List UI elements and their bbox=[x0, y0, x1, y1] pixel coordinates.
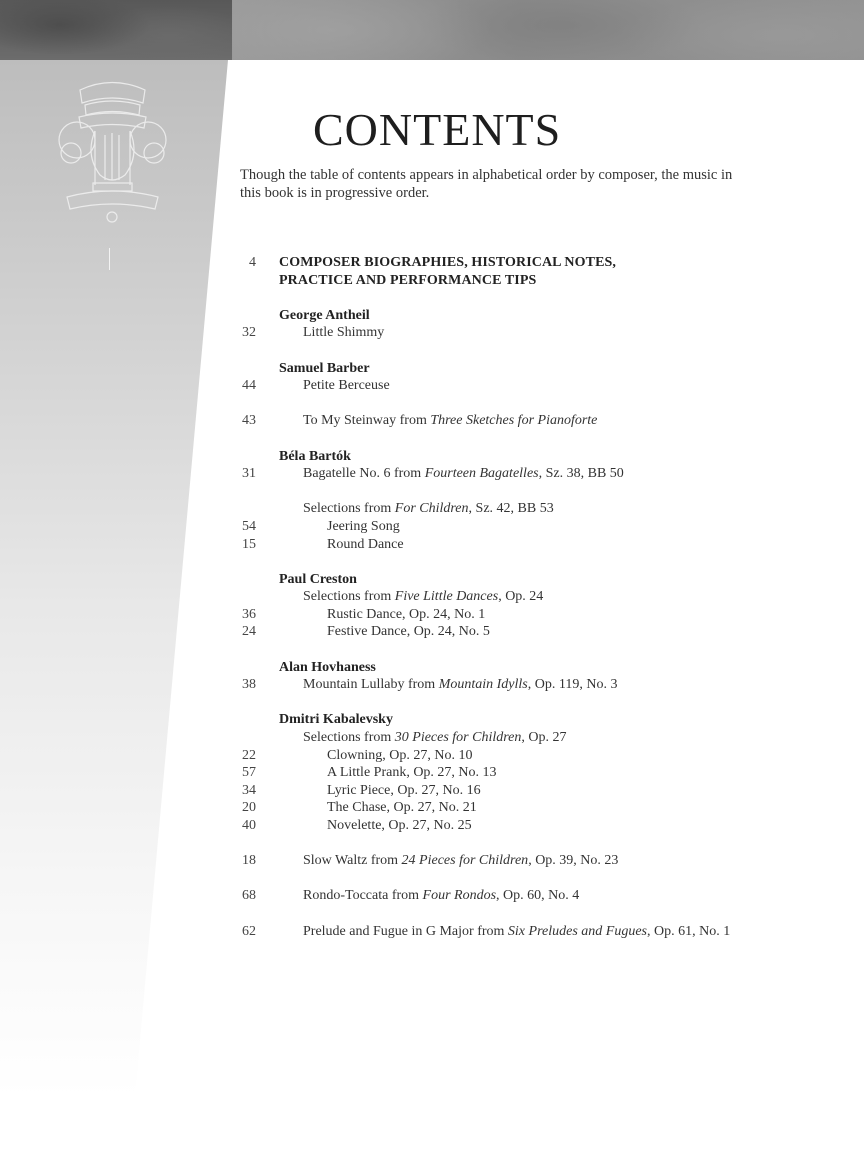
piece-title: The Chase, Op. 27, No. 21 bbox=[327, 800, 477, 816]
piece-title: Festive Dance, Op. 24, No. 5 bbox=[327, 624, 490, 640]
g-schirmer-lyre-crest-icon bbox=[55, 75, 170, 225]
toc-entry[interactable] bbox=[236, 536, 836, 554]
piece-title: Little Shimmy bbox=[303, 325, 385, 341]
page-number: 43 bbox=[242, 413, 256, 429]
section-title: PRACTICE AND PERFORMANCE TIPS bbox=[279, 272, 537, 288]
selection-heading: Selections from 30 Pieces for Children, Op. 27 bbox=[303, 730, 567, 746]
page-number: 54 bbox=[242, 518, 256, 534]
piece-title: Petite Berceuse bbox=[303, 378, 390, 394]
page-number: 57 bbox=[242, 765, 256, 781]
toc-entry[interactable] bbox=[236, 623, 836, 641]
piece-title: Clowning, Op. 27, No. 10 bbox=[327, 747, 473, 763]
page-number: 20 bbox=[242, 800, 256, 816]
toc-entry-continued bbox=[236, 272, 836, 290]
piece-title: Slow Waltz from 24 Pieces for Children, Op. 39, No. 23 bbox=[303, 853, 619, 869]
toc-entry[interactable] bbox=[236, 254, 836, 272]
page-number: 44 bbox=[242, 378, 256, 394]
toc-entry[interactable] bbox=[236, 377, 836, 395]
composer-name: George Antheil bbox=[279, 307, 370, 323]
toc-entry[interactable] bbox=[236, 799, 836, 817]
piece-title: Mountain Lullaby from Mountain Idylls, Op. 119, No. 3 bbox=[303, 677, 618, 693]
toc-entry[interactable] bbox=[236, 887, 836, 905]
toc-entry[interactable] bbox=[236, 923, 836, 941]
page-number: 18 bbox=[242, 853, 256, 869]
piece-title: Rondo-Toccata from Four Rondos, Op. 60, No. 4 bbox=[303, 888, 580, 904]
toc-entry[interactable] bbox=[236, 676, 836, 694]
page-number: 38 bbox=[242, 677, 256, 693]
header-banner-left bbox=[0, 0, 232, 60]
page-number: 34 bbox=[242, 782, 256, 798]
page-number: 31 bbox=[242, 466, 256, 482]
page-number: 22 bbox=[242, 747, 256, 763]
composer-name: Dmitri Kabalevsky bbox=[279, 712, 393, 728]
toc-entry[interactable] bbox=[236, 817, 836, 835]
intro-text: Though the table of contents appears in alphabetical order by composer, the music in this book is in progressive order. bbox=[240, 167, 733, 201]
page-number: 62 bbox=[242, 923, 256, 939]
piece-title: Bagatelle No. 6 from Fourteen Bagatelles, Sz. 38, BB 50 bbox=[303, 466, 624, 482]
piece-title: Novelette, Op. 27, No. 25 bbox=[327, 818, 472, 833]
toc-entry[interactable] bbox=[236, 606, 836, 624]
piece-title: Prelude and Fugue in G Major from Six Preludes and Fugues, Op. 61, No. 1 bbox=[303, 923, 731, 939]
toc-entry[interactable] bbox=[236, 747, 836, 765]
selection-heading: Selections from Five Little Dances, Op. 24 bbox=[303, 589, 544, 605]
page-title: CONTENTS bbox=[313, 104, 562, 155]
composer-name: Béla Bartók bbox=[279, 448, 351, 464]
toc-entry[interactable] bbox=[236, 852, 836, 870]
divider-tick bbox=[109, 248, 110, 270]
table-of-contents bbox=[236, 254, 836, 940]
composer-name: Alan Hovhaness bbox=[279, 659, 376, 675]
composer-name: Samuel Barber bbox=[279, 360, 370, 376]
selection-heading: Selections from For Children, Sz. 42, BB 53 bbox=[303, 501, 554, 517]
page-number: 68 bbox=[242, 888, 256, 904]
page-number: 40 bbox=[242, 818, 256, 833]
page-number: 4 bbox=[249, 255, 256, 270]
piece-title: Rustic Dance, Op. 24, No. 1 bbox=[327, 606, 486, 622]
toc-entry[interactable] bbox=[236, 518, 836, 536]
piece-title: A Little Prank, Op. 27, No. 13 bbox=[327, 765, 497, 781]
page-number: 36 bbox=[242, 606, 256, 622]
piece-title: To My Steinway from Three Sketches for Pianoforte bbox=[303, 413, 598, 429]
piece-title: Jeering Song bbox=[327, 518, 400, 534]
toc-entry[interactable] bbox=[236, 782, 836, 800]
toc-entry[interactable] bbox=[236, 324, 836, 342]
section-title: COMPOSER BIOGRAPHIES, HISTORICAL NOTES, bbox=[279, 255, 616, 270]
piece-title: Lyric Piece, Op. 27, No. 16 bbox=[327, 782, 481, 798]
piece-title: Round Dance bbox=[327, 536, 404, 552]
toc-entry[interactable] bbox=[236, 764, 836, 782]
page-number: 24 bbox=[242, 624, 256, 640]
toc-entry[interactable] bbox=[236, 465, 836, 483]
page-number: 15 bbox=[242, 536, 256, 552]
composer-name: Paul Creston bbox=[279, 571, 357, 587]
toc-entry[interactable] bbox=[236, 412, 836, 430]
page-number: 32 bbox=[242, 325, 256, 341]
